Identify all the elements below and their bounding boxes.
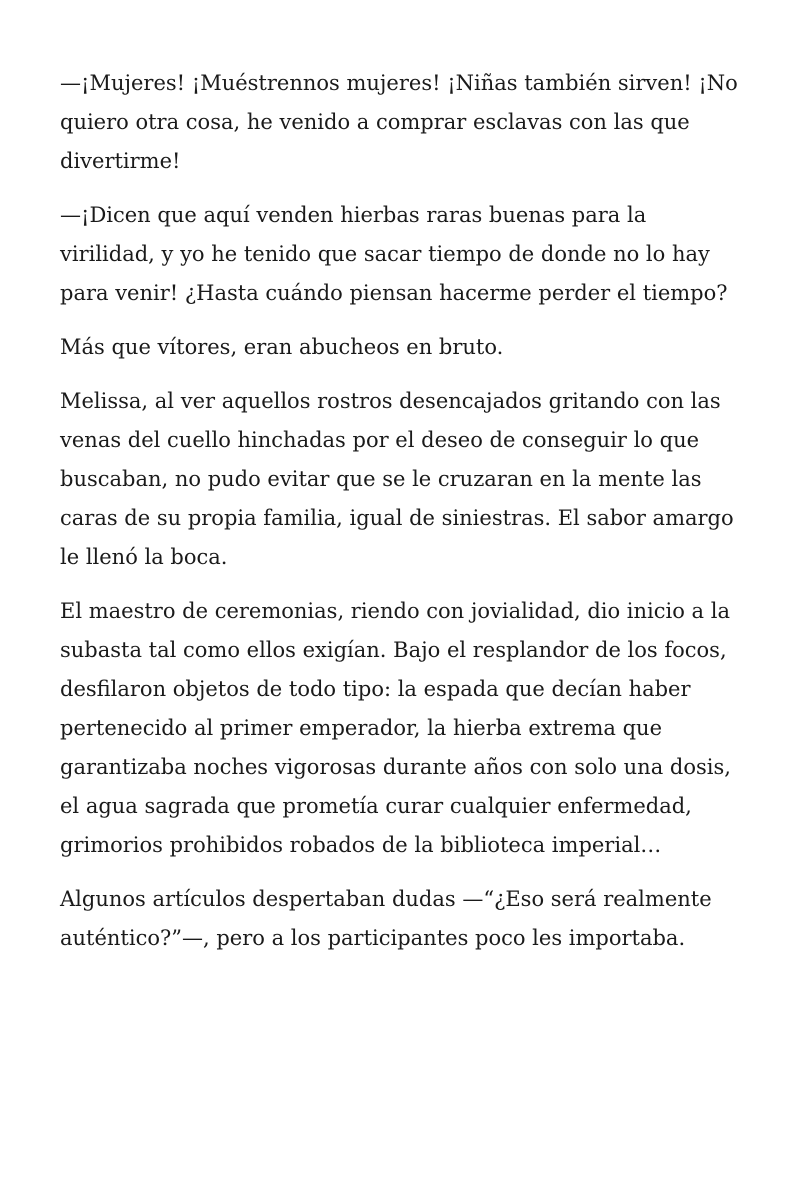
- paragraph-2: —¡Dicen que aquí venden hierbas raras buenas para la virilidad, y yo he tenido que sacar tiempo de donde no lo hay para venir! ¿Hasta cuándo piensan hacerme perder el tiempo?: [60, 203, 728, 305]
- paragraph-3: Más que vítores, eran abucheos en bruto.: [60, 335, 504, 359]
- paragraph-6: Algunos artículos despertaban dudas —“¿Eso será realmente auténtico?”—, pero a los participantes poco les importaba.: [60, 887, 712, 950]
- paragraph-1: —¡Mujeres! ¡Muéstrennos mujeres! ¡Niñas también sirven! ¡No quiero otra cosa, he venido a comprar esclavas con las que divertirme!: [60, 71, 738, 173]
- paragraph-5: El maestro de ceremonias, riendo con jovialidad, dio inicio a la subasta tal como ellos exigían. Bajo el resplandor de los focos, desfilaron objetos de todo tipo: la espada que decían haber pertenecido al primer emperador, la hierba extrema que garantizaba noches vigorosas durante años con solo una dosis, el agua sagrada que prometía curar cualquier enfermedad, grimorios prohibidos robados de la biblioteca imperial…: [60, 599, 731, 857]
- paragraph-4: Melissa, al ver aquellos rostros desencajados gritando con las venas del cuello hinchadas por el deseo de conseguir lo que buscaban, no pudo evitar que se le cruzaran en la mente las caras de su propia familia, igual de siniestras. El sabor amargo le llenó la boca.: [60, 389, 734, 569]
